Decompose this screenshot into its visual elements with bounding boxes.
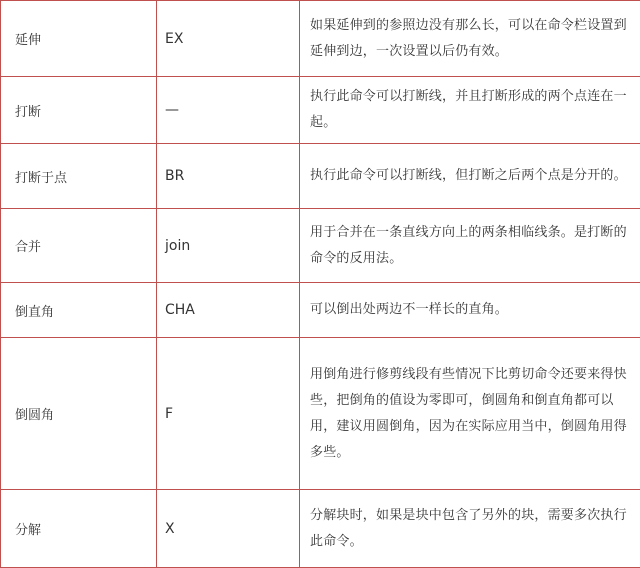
command-description — [300, 490, 640, 568]
command-name: 打断 — [1, 77, 157, 144]
command-name: 分解 — [1, 490, 157, 568]
table-row — [1, 490, 640, 568]
command-description — [300, 283, 640, 338]
command-description-text: 执行此命令可以打断线，并且打断形成的两个点连在一起。 — [310, 84, 631, 136]
command-description — [300, 77, 640, 144]
table-row — [1, 77, 640, 144]
command-description-text: 用于合并在一条直线方向上的两条相临线条。是打断的命令的反用法。 — [310, 220, 631, 272]
table-row — [1, 283, 640, 338]
table-row — [1, 144, 640, 209]
command-shortcut: join — [157, 209, 300, 283]
command-description-text: 可以倒出处两边不一样长的直角。 — [310, 297, 631, 323]
command-description — [300, 338, 640, 490]
command-description — [300, 144, 640, 209]
command-description-text: 用倒角进行修剪线段有些情况下比剪切命令还要来得快些，把倒角的值设为零即可，倒圆角和倒直角都可以用，建议用圆倒角，因为在实际应用当中，倒圆角用得多些。 — [310, 362, 631, 466]
command-shortcut: EX — [157, 1, 300, 77]
command-description — [300, 209, 640, 283]
command-description-text: 执行此命令可以打断线，但打断之后两个点是分开的。 — [310, 163, 631, 189]
command-shortcut: BR — [157, 144, 300, 209]
command-name: 倒直角 — [1, 283, 157, 338]
command-description-text: 分解块时，如果是块中包含了另外的块，需要多次执行此命令。 — [310, 503, 631, 555]
command-description — [300, 1, 640, 77]
command-shortcut: CHA — [157, 283, 300, 338]
command-name: 打断于点 — [1, 144, 157, 209]
table-row — [1, 209, 640, 283]
command-shortcut: X — [157, 490, 300, 568]
command-name: 延伸 — [1, 1, 157, 77]
command-description-text: 如果延伸到的参照边没有那么长，可以在命令栏设置到延伸到边，一次设置以后仍有效。 — [310, 13, 631, 65]
command-shortcut: F — [157, 338, 300, 490]
command-name: 合并 — [1, 209, 157, 283]
table-row — [1, 1, 640, 77]
command-shortcut: — — [157, 77, 300, 144]
table-row — [1, 338, 640, 490]
command-name: 倒圆角 — [1, 338, 157, 490]
